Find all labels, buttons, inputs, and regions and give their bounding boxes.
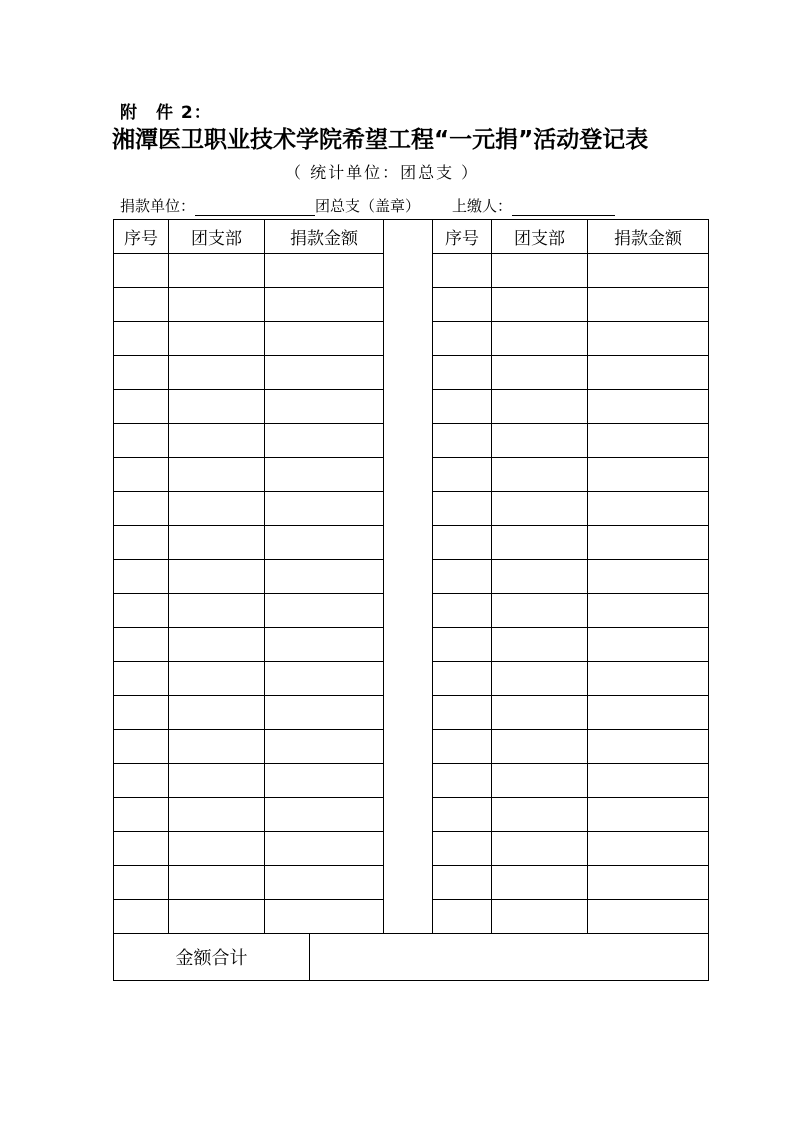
- amount-cell-left[interactable]: [265, 560, 384, 594]
- branch-cell-left[interactable]: [169, 424, 265, 458]
- amount-cell-left[interactable]: [265, 458, 384, 492]
- index-cell-right[interactable]: [433, 458, 492, 492]
- index-cell-right[interactable]: [433, 764, 492, 798]
- index-cell-left[interactable]: [114, 900, 169, 934]
- col-header-index: 序号: [114, 220, 169, 254]
- index-cell-right[interactable]: [433, 526, 492, 560]
- branch-cell-left[interactable]: [169, 798, 265, 832]
- amount-cell-left[interactable]: [265, 390, 384, 424]
- amount-cell-right[interactable]: [588, 662, 709, 696]
- index-cell-left[interactable]: [114, 696, 169, 730]
- col-header-amount: 捐款金额: [265, 220, 384, 254]
- amount-cell-right[interactable]: [588, 594, 709, 628]
- index-cell-right[interactable]: [433, 424, 492, 458]
- branch-cell-left[interactable]: [169, 696, 265, 730]
- branch-cell-right[interactable]: [492, 560, 588, 594]
- index-cell-right[interactable]: [433, 696, 492, 730]
- col-header-branch-right: 团支部: [492, 220, 588, 254]
- amount-cell-left[interactable]: [265, 526, 384, 560]
- index-cell-left[interactable]: [114, 560, 169, 594]
- amount-cell-right[interactable]: [588, 764, 709, 798]
- total-label: 金额合计: [114, 934, 310, 981]
- amount-cell-right[interactable]: [588, 798, 709, 832]
- index-cell-left[interactable]: [114, 594, 169, 628]
- donor-unit-label: 捐款单位：: [120, 197, 196, 215]
- branch-cell-left[interactable]: [169, 526, 265, 560]
- amount-cell-left[interactable]: [265, 492, 384, 526]
- col-header-amount-right: 捐款金额: [588, 220, 709, 254]
- branch-cell-left[interactable]: [169, 492, 265, 526]
- branch-cell-right[interactable]: [492, 662, 588, 696]
- amount-cell-left[interactable]: [265, 900, 384, 934]
- table-spacer: [384, 220, 433, 934]
- branch-cell-left[interactable]: [169, 288, 265, 322]
- amount-cell-left[interactable]: [265, 730, 384, 764]
- branch-stamp-label: 团总支（盖章）: [315, 197, 421, 215]
- payer-label: 上缴人：: [452, 197, 513, 215]
- branch-cell-right[interactable]: [492, 832, 588, 866]
- index-cell-left[interactable]: [114, 322, 169, 356]
- index-cell-right[interactable]: [433, 356, 492, 390]
- branch-cell-right[interactable]: [492, 288, 588, 322]
- amount-cell-right[interactable]: [588, 560, 709, 594]
- branch-cell-right[interactable]: [492, 866, 588, 900]
- amount-cell-right[interactable]: [588, 322, 709, 356]
- branch-cell-right[interactable]: [492, 424, 588, 458]
- amount-cell-left[interactable]: [265, 798, 384, 832]
- amount-cell-left[interactable]: [265, 764, 384, 798]
- index-cell-left[interactable]: [114, 764, 169, 798]
- attachment-label: 附 件 2：: [120, 103, 212, 123]
- index-cell-left[interactable]: [114, 866, 169, 900]
- amount-cell-left[interactable]: [265, 696, 384, 730]
- index-cell-left[interactable]: [114, 798, 169, 832]
- branch-cell-left[interactable]: [169, 356, 265, 390]
- index-cell-right[interactable]: [433, 832, 492, 866]
- page-subtitle: （ 统计单位：团总支 ）: [285, 163, 480, 182]
- index-cell-right[interactable]: [433, 288, 492, 322]
- index-cell-left[interactable]: [114, 526, 169, 560]
- index-cell-left[interactable]: [114, 458, 169, 492]
- branch-cell-right[interactable]: [492, 628, 588, 662]
- branch-cell-right[interactable]: [492, 730, 588, 764]
- total-amount-cell[interactable]: [310, 934, 709, 981]
- amount-cell-left[interactable]: [265, 424, 384, 458]
- amount-cell-right[interactable]: [588, 356, 709, 390]
- amount-cell-left[interactable]: [265, 322, 384, 356]
- index-cell-left[interactable]: [114, 254, 169, 288]
- amount-cell-right[interactable]: [588, 424, 709, 458]
- index-cell-left[interactable]: [114, 390, 169, 424]
- amount-cell-right[interactable]: [588, 288, 709, 322]
- branch-cell-left[interactable]: [169, 866, 265, 900]
- amount-cell-right[interactable]: [588, 696, 709, 730]
- amount-cell-left[interactable]: [265, 832, 384, 866]
- amount-cell-right[interactable]: [588, 730, 709, 764]
- branch-cell-left[interactable]: [169, 900, 265, 934]
- branch-cell-left[interactable]: [169, 560, 265, 594]
- branch-cell-left[interactable]: [169, 254, 265, 288]
- donor-unit-field[interactable]: [195, 197, 315, 216]
- amount-cell-left[interactable]: [265, 356, 384, 390]
- amount-cell-right[interactable]: [588, 458, 709, 492]
- index-cell-right[interactable]: [433, 798, 492, 832]
- branch-cell-right[interactable]: [492, 458, 588, 492]
- index-cell-right[interactable]: [433, 900, 492, 934]
- index-cell-right[interactable]: [433, 628, 492, 662]
- index-cell-left[interactable]: [114, 662, 169, 696]
- branch-cell-right[interactable]: [492, 526, 588, 560]
- amount-cell-left[interactable]: [265, 866, 384, 900]
- amount-cell-right[interactable]: [588, 866, 709, 900]
- total-table: [113, 933, 709, 981]
- index-cell-right[interactable]: [433, 390, 492, 424]
- index-cell-left[interactable]: [114, 356, 169, 390]
- amount-cell-right[interactable]: [588, 254, 709, 288]
- index-cell-left[interactable]: [114, 628, 169, 662]
- amount-cell-right[interactable]: [588, 900, 709, 934]
- index-cell-right[interactable]: [433, 662, 492, 696]
- index-cell-right[interactable]: [433, 492, 492, 526]
- col-header-index-right: 序号: [433, 220, 492, 254]
- index-cell-right[interactable]: [433, 322, 492, 356]
- branch-cell-left[interactable]: [169, 322, 265, 356]
- info-line: [120, 195, 615, 216]
- branch-cell-right[interactable]: [492, 254, 588, 288]
- branch-cell-right[interactable]: [492, 594, 588, 628]
- amount-cell-right[interactable]: [588, 390, 709, 424]
- register-table: [113, 219, 709, 934]
- branch-cell-left[interactable]: [169, 390, 265, 424]
- index-cell-left[interactable]: [114, 492, 169, 526]
- amount-cell-right[interactable]: [588, 832, 709, 866]
- table-header-row: [114, 220, 709, 254]
- branch-cell-right[interactable]: [492, 900, 588, 934]
- branch-cell-right[interactable]: [492, 322, 588, 356]
- index-cell-left[interactable]: [114, 288, 169, 322]
- index-cell-right[interactable]: [433, 560, 492, 594]
- branch-cell-left[interactable]: [169, 628, 265, 662]
- branch-cell-left[interactable]: [169, 594, 265, 628]
- index-cell-left[interactable]: [114, 730, 169, 764]
- payer-field[interactable]: [512, 197, 615, 216]
- branch-cell-left[interactable]: [169, 662, 265, 696]
- branch-cell-right[interactable]: [492, 356, 588, 390]
- amount-cell-left[interactable]: [265, 628, 384, 662]
- branch-cell-left[interactable]: [169, 730, 265, 764]
- col-header-branch: 团支部: [169, 220, 265, 254]
- amount-cell-left[interactable]: [265, 594, 384, 628]
- index-cell-right[interactable]: [433, 730, 492, 764]
- index-cell-right[interactable]: [433, 594, 492, 628]
- index-cell-left[interactable]: [114, 832, 169, 866]
- branch-cell-right[interactable]: [492, 696, 588, 730]
- branch-cell-right[interactable]: [492, 492, 588, 526]
- amount-cell-right[interactable]: [588, 526, 709, 560]
- branch-cell-right[interactable]: [492, 798, 588, 832]
- amount-cell-right[interactable]: [588, 492, 709, 526]
- branch-cell-left[interactable]: [169, 832, 265, 866]
- branch-cell-left[interactable]: [169, 764, 265, 798]
- total-row: [114, 934, 709, 981]
- branch-cell-right[interactable]: [492, 764, 588, 798]
- page-title: 湘潭医卫职业技术学院希望工程“一元捐”活动登记表: [112, 127, 649, 153]
- amount-cell-right[interactable]: [588, 628, 709, 662]
- index-cell-right[interactable]: [433, 866, 492, 900]
- amount-cell-left[interactable]: [265, 662, 384, 696]
- amount-cell-left[interactable]: [265, 254, 384, 288]
- index-cell-right[interactable]: [433, 254, 492, 288]
- amount-cell-left[interactable]: [265, 288, 384, 322]
- index-cell-left[interactable]: [114, 424, 169, 458]
- branch-cell-left[interactable]: [169, 458, 265, 492]
- branch-cell-right[interactable]: [492, 390, 588, 424]
